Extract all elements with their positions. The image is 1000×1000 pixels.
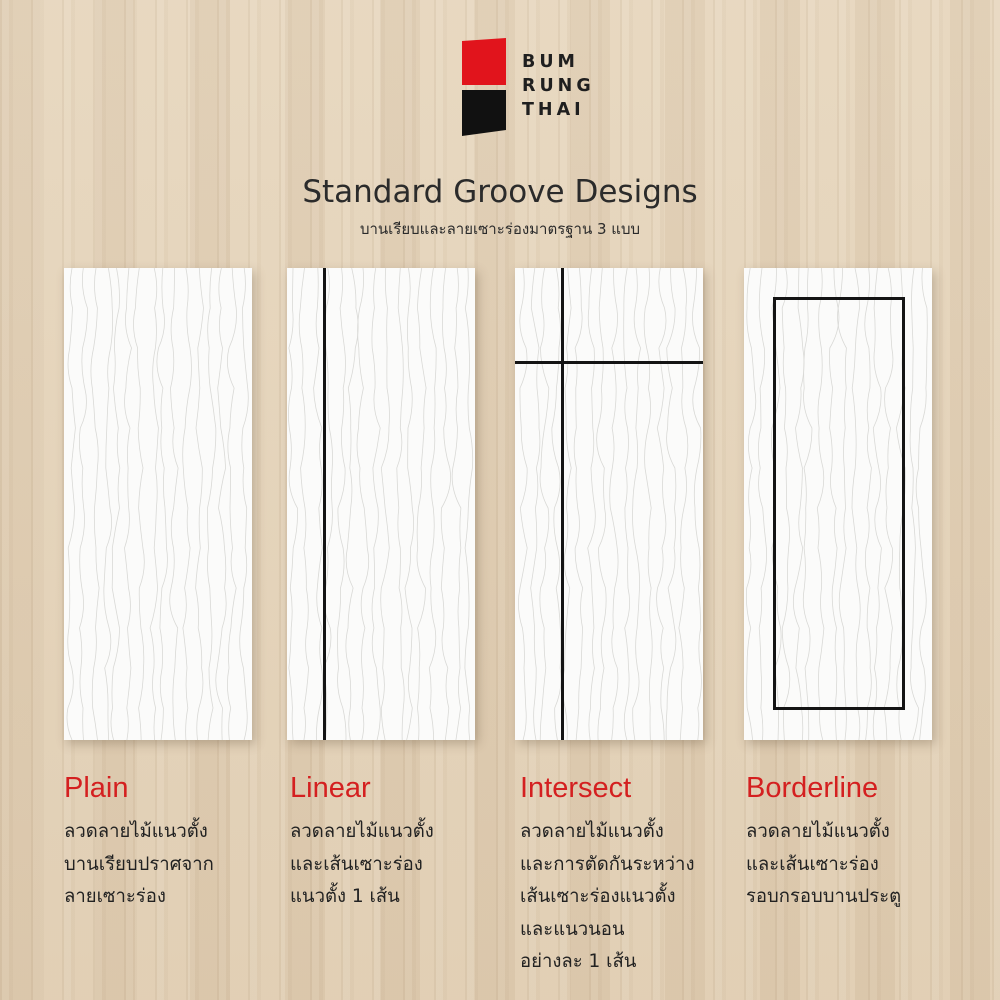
- description-line: อย่างละ 1 เส้น: [520, 951, 637, 972]
- wood-grain-line: [441, 268, 450, 740]
- description-line: และการตัดกันระหว่าง: [520, 853, 695, 875]
- design-description-plain: [64, 816, 214, 914]
- wood-grain-line: [288, 268, 297, 740]
- wood-grain-line: [574, 268, 583, 740]
- design-description-intersect: [520, 816, 694, 979]
- wood-grain-line: [597, 268, 607, 740]
- wood-grain-line: [170, 268, 178, 740]
- brand-line-3: THAI: [522, 100, 585, 120]
- door-plain: [64, 268, 252, 740]
- wood-grain-line: [111, 268, 120, 740]
- wood-grain-line: [216, 268, 226, 740]
- wood-grain-line: [610, 268, 618, 740]
- description-line: เส้นเซาะร่องแนวตั้ง: [520, 886, 676, 907]
- wood-grain-line: [227, 268, 236, 740]
- wood-grain-line: [644, 268, 652, 740]
- description-line: และแนวนอน: [520, 918, 625, 940]
- wood-grain-line: [314, 268, 323, 740]
- wood-grain-line: [338, 268, 346, 740]
- wood-grain-line: [104, 268, 113, 740]
- wood-grain-texture: [287, 268, 475, 740]
- description-line: และเส้นเซาะร่อง: [290, 853, 423, 875]
- wood-grain-line: [540, 268, 549, 740]
- design-name-plain: Plain: [64, 772, 129, 804]
- design-description-linear: [290, 816, 434, 914]
- wood-grain-line: [531, 268, 540, 740]
- wood-grain-line: [381, 268, 390, 740]
- brand-line-1: BUM: [522, 52, 579, 72]
- wood-grain-line: [758, 268, 766, 740]
- page-subtitle: บานเรียบและลายเซาะร่องมาตรฐาน 3 แบบ: [359, 220, 641, 238]
- description-line: รอบกรอบบานประตู: [746, 886, 902, 907]
- wood-grain-line: [157, 268, 168, 740]
- wood-grain-line: [405, 268, 414, 740]
- description-line: บานเรียบปราศจาก: [64, 853, 214, 875]
- wood-grain-line: [452, 268, 461, 740]
- wood-grain-line: [91, 268, 99, 740]
- wood-grain-line: [666, 268, 676, 740]
- horizontal-groove: [515, 361, 703, 364]
- wood-grain-line: [133, 268, 144, 740]
- page-title: Standard Groove Designs: [302, 174, 698, 210]
- description-line: ลวดลายไม้แนวตั้ง: [290, 821, 434, 842]
- wood-grain-line: [692, 268, 701, 740]
- wood-grain-line: [518, 268, 527, 740]
- description-line: แนวตั้ง 1 เส้น: [290, 886, 400, 907]
- brand-logo-mark-icon: [462, 38, 506, 136]
- wood-grain-line: [397, 268, 404, 740]
- door-linear: [287, 268, 475, 740]
- wood-grain-line: [207, 268, 215, 740]
- wood-grain-line: [552, 268, 561, 740]
- design-description-borderline: [746, 816, 901, 914]
- border-groove: [773, 297, 905, 710]
- wood-grain-line: [657, 268, 666, 740]
- wood-grain-line: [563, 268, 571, 740]
- vertical-groove: [323, 268, 326, 740]
- wood-grain-texture: [64, 268, 252, 740]
- brand-line-2: RUNG: [522, 76, 595, 96]
- wood-grain-line: [910, 268, 919, 740]
- vertical-groove: [561, 268, 564, 740]
- wood-grain-line: [67, 268, 76, 740]
- door-borderline: [744, 268, 932, 740]
- description-line: ลายเซาะร่อง: [64, 886, 166, 907]
- wood-grain-line: [183, 268, 192, 740]
- wood-grain-line: [633, 268, 641, 740]
- wood-grain-line: [125, 268, 132, 740]
- wood-grain-line: [624, 268, 630, 740]
- wood-grain-line: [357, 268, 369, 740]
- wood-grain-line: [679, 268, 688, 740]
- wood-grain-line: [196, 268, 204, 740]
- wood-grain-line: [429, 268, 436, 740]
- wood-grain-line: [465, 268, 473, 740]
- wood-grain-line: [150, 268, 158, 740]
- door-intersect: [515, 268, 703, 740]
- wood-grain-line: [588, 268, 596, 740]
- wood-grain-line: [746, 268, 755, 740]
- wood-grain-line: [240, 268, 249, 740]
- brand-logo: [462, 38, 622, 138]
- wood-grain-line: [916, 268, 927, 740]
- design-name-borderline: Borderline: [746, 772, 879, 804]
- design-name-linear: Linear: [290, 772, 371, 804]
- brand-wordmark: [522, 50, 595, 122]
- description-line: ลวดลายไม้แนวตั้ง: [64, 821, 208, 842]
- wood-grain-line: [79, 268, 87, 740]
- description-line: ลวดลายไม้แนวตั้ง: [520, 821, 664, 842]
- wood-grain-line: [372, 268, 380, 740]
- wood-grain-line: [417, 268, 426, 740]
- wood-grain-line: [299, 268, 308, 740]
- wood-grain-texture: [515, 268, 703, 740]
- description-line: และเส้นเซาะร่อง: [746, 853, 879, 875]
- design-name-intersect: Intersect: [520, 772, 632, 804]
- description-line: ลวดลายไม้แนวตั้ง: [746, 821, 890, 842]
- wood-grain-line: [346, 268, 358, 740]
